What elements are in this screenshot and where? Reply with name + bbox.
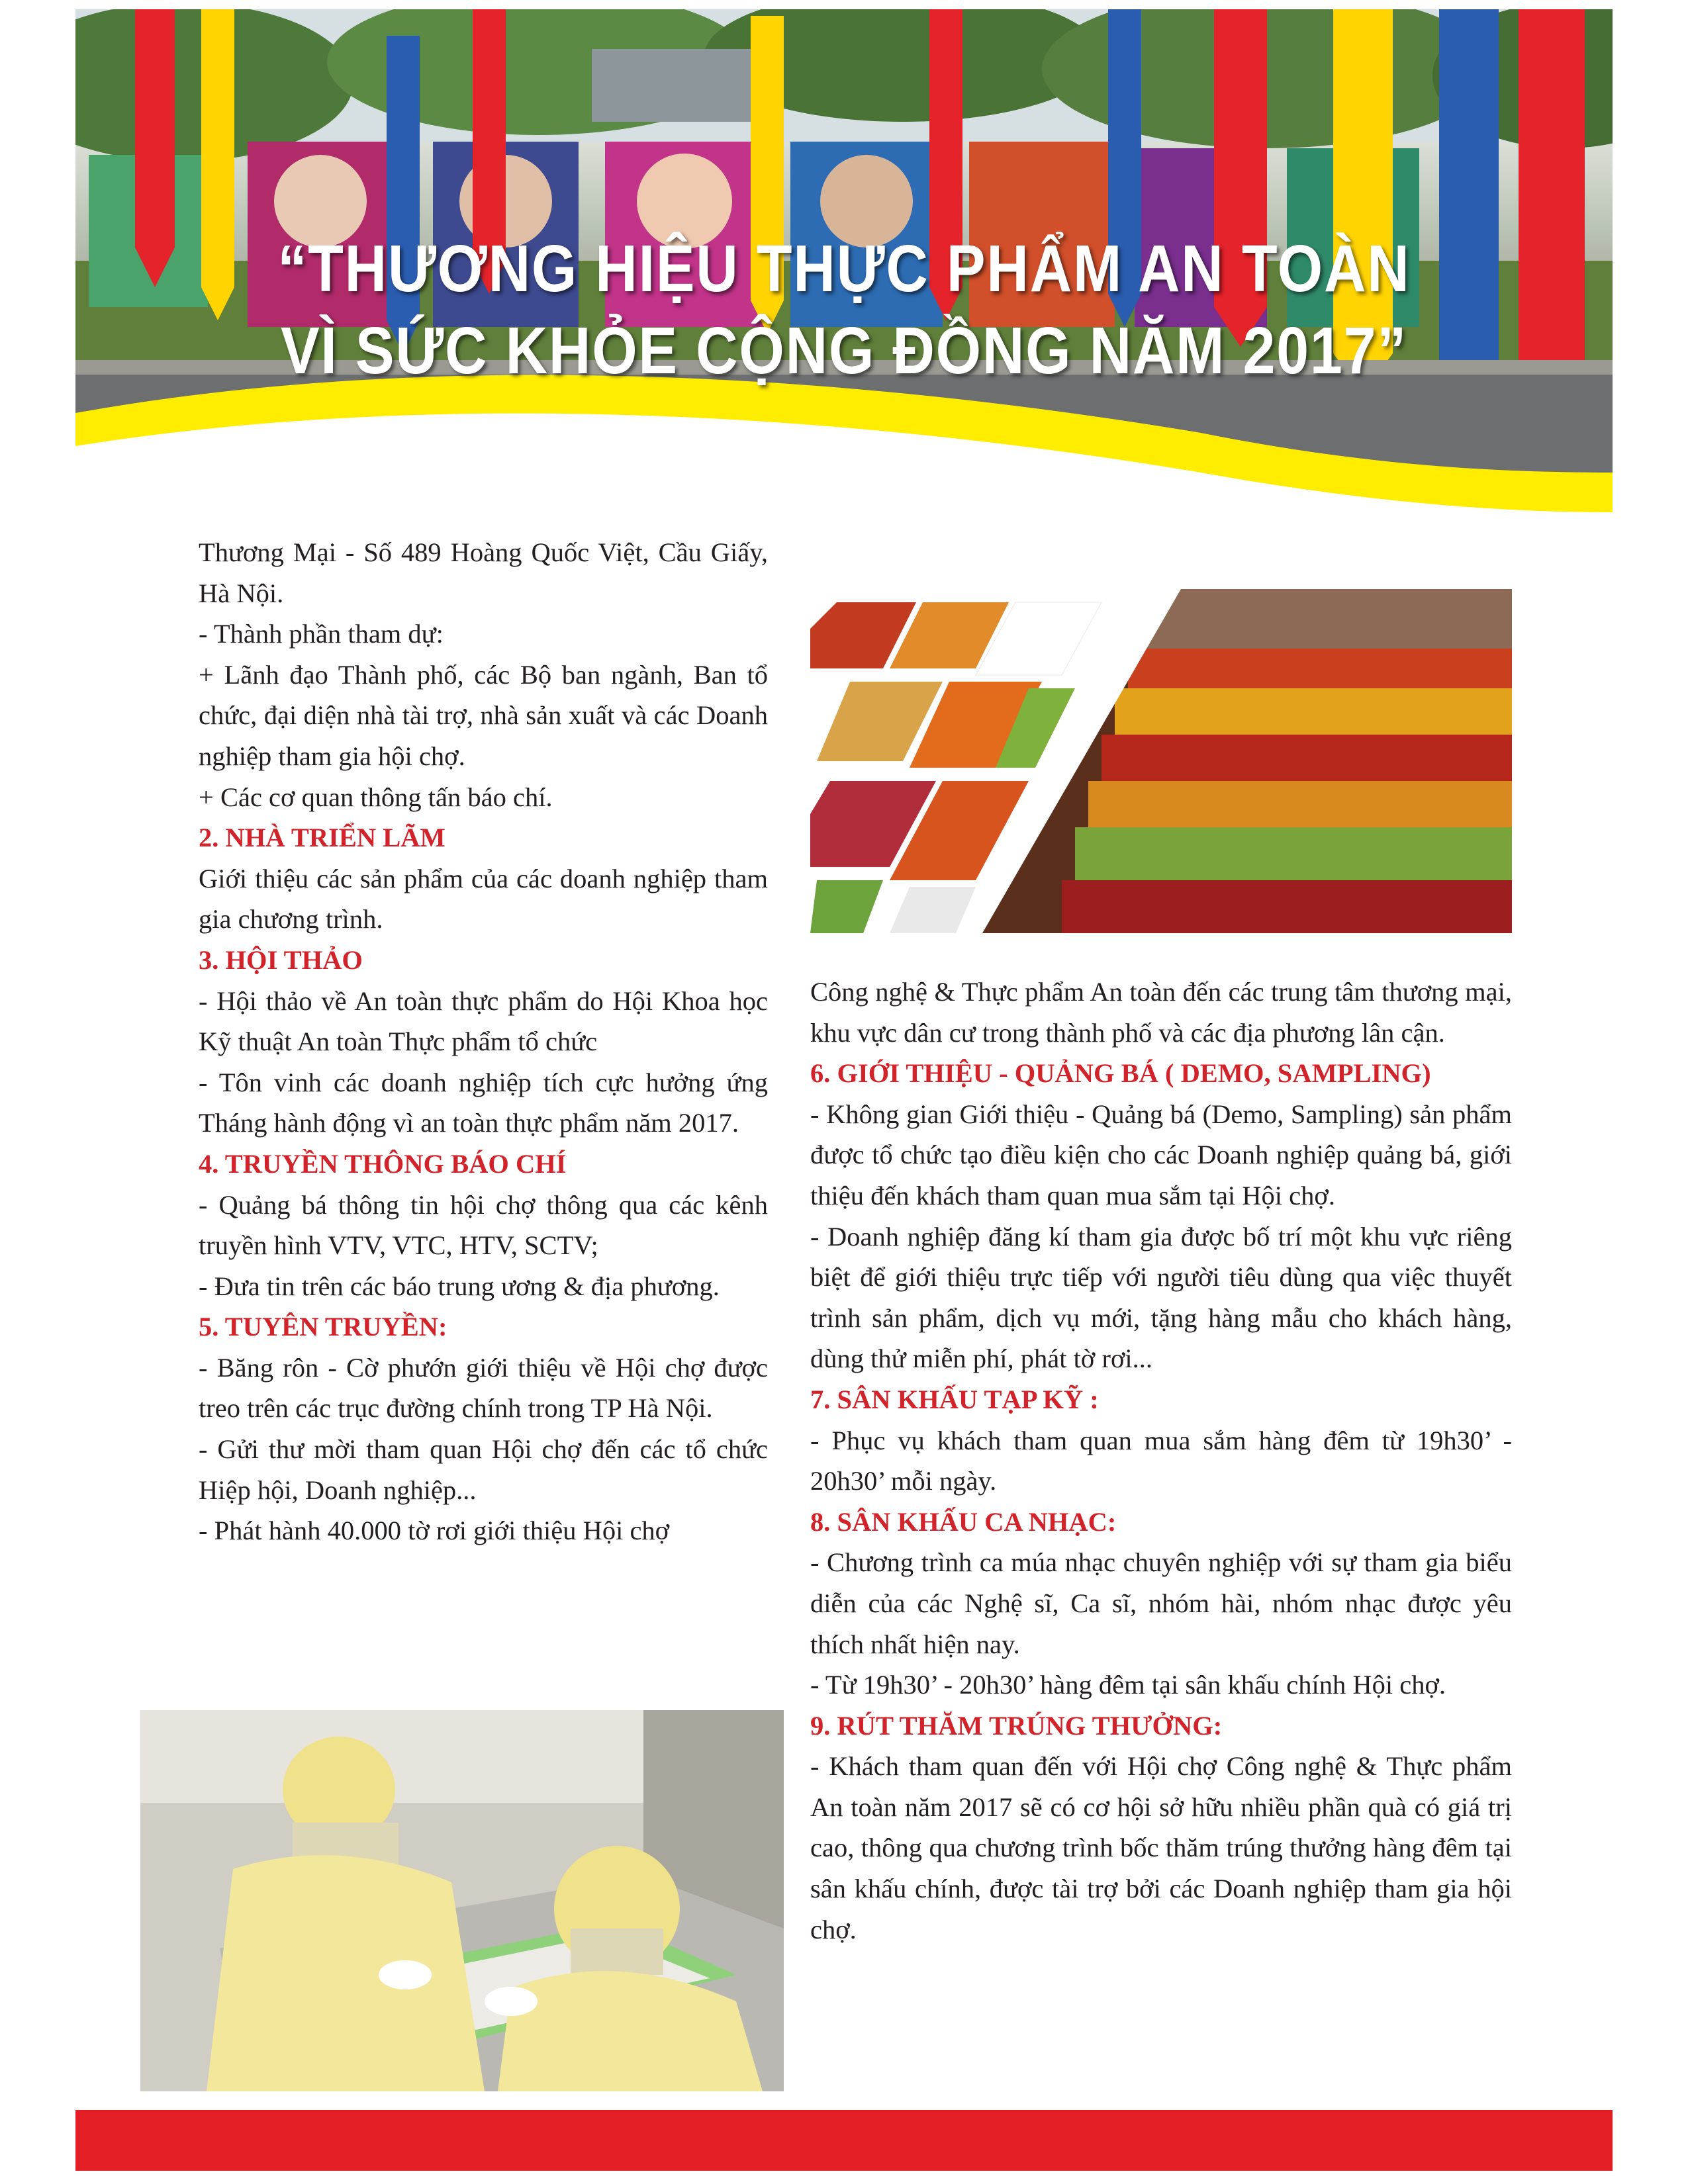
paragraph: - Hội thảo về An toàn thực phẩm do Hội Khoa học Kỹ thuật An toàn Thực phẩm tổ chức — [199, 985, 768, 1057]
section-heading-demo-sampling: 6. GIỚI THIỆU - QUẢNG BÁ ( DEMO, SAMPLING) — [810, 1058, 1431, 1089]
section-heading-music-stage: 8. SÂN KHẤU CA NHẠC: — [810, 1506, 1117, 1537]
footer-bar — [75, 2110, 1613, 2171]
paragraph: - Chương trình ca múa nhạc chuyên nghiệp với sự tham gia biểu diễn của các Nghệ sĩ, Ca sĩ, nhóm hài, nhóm nhạc được yêu thích nhất hiện nay. — [810, 1547, 1512, 1659]
section-heading-variety-stage: 7. SÂN KHẤU TẠP KỸ : — [810, 1384, 1099, 1414]
paragraph: - Băng rôn - Cờ phướn giới thiệu về Hội chợ được treo trên các trục đường chính trong TP Hà Nội. — [199, 1352, 768, 1424]
banner-title — [167, 228, 1520, 392]
banner-title-line-2: VÌ SỨC KHỎE CỘNG ĐỒNG NĂM 2017” — [280, 314, 1408, 388]
food-supermarket-photo — [810, 589, 1512, 933]
paragraph: - Từ 19h30’ - 20h30’ hàng đêm tại sân khấu chính Hội chợ. — [810, 1670, 1446, 1700]
paragraph: - Thành phần tham dự: — [199, 619, 444, 649]
section-heading-lucky-draw: 9. RÚT THĂM TRÚNG THƯỞNG: — [810, 1710, 1223, 1741]
paragraph: - Không gian Giới thiệu - Quảng bá (Demo, Sampling) sản phẩm được tổ chức tạo điều kiện cho các Doanh nghiệp quảng bá, giới thiệu đến khách tham quan mua sắm tại Hội chợ. — [810, 1099, 1512, 1210]
paragraph: - Gửi thư mời tham quan Hội chợ đến các tổ chức Hiệp hội, Doanh nghiệp... — [199, 1434, 768, 1505]
header-banner — [75, 9, 1613, 512]
banner-title-line-1: “THƯƠNG HIỆU THỰC PHẨM AN TOÀN — [277, 232, 1411, 306]
left-column — [199, 532, 768, 1551]
paragraph: - Khách tham quan đến với Hội chợ Công nghệ & Thực phẩm An toàn năm 2017 sẽ có cơ hội sở hữu nhiều phần quà có giá trị cao, thông qua chương trình bốc thăm trúng thưởng hàng đêm tại sân khấu chính, được tài trợ bởi các Doanh nghiệp tham gia hội chợ. — [810, 1751, 1512, 1944]
factory-workers-photo — [140, 1710, 784, 2091]
section-heading-media: 4. TRUYỀN THÔNG BÁO CHÍ — [199, 1148, 567, 1179]
paragraph: - Doanh nghiệp đăng kí tham gia được bố trí một khu vực riêng biệt để giới thiệu trực tiếp với người tiêu dùng qua việc thuyết trình sản phẩm, dịch vụ mới, tặng hàng mẫu cho khách hàng, dùng thử miễn phí, phát tờ rơi... — [810, 1221, 1512, 1374]
paragraph: Giới thiệu các sản phẩm của các doanh nghiệp tham gia chương trình. — [199, 863, 768, 934]
section-heading-exhibition: 2. NHÀ TRIỂN LÃM — [199, 823, 445, 853]
paragraph: - Phục vụ khách tham quan mua sắm hàng đêm từ 19h30’ - 20h30’ mỗi ngày. — [810, 1425, 1512, 1496]
paragraph: + Các cơ quan thông tấn báo chí. — [199, 782, 553, 812]
paragraph: + Lãnh đạo Thành phố, các Bộ ban ngành, Ban tổ chức, đại diện nhà tài trợ, nhà sản xuất và các Doanh nghiệp tham gia hội chợ. — [199, 659, 768, 771]
paragraph: Công nghệ & Thực phẩm An toàn đến các trung tâm thương mại, khu vực dân cư trong thành phố và các địa phương lân cận. — [810, 977, 1512, 1048]
section-heading-promotion: 5. TUYÊN TRUYỀN: — [199, 1312, 447, 1342]
paragraph: - Phát hành 40.000 tờ rơi giới thiệu Hội chợ — [199, 1516, 670, 1546]
right-column — [810, 972, 1512, 1950]
paragraph: - Tôn vinh các doanh nghiệp tích cực hưởng ứng Tháng hành động vì an toàn thực phẩm năm 2017. — [199, 1067, 768, 1138]
paragraph: - Đưa tin trên các báo trung ương & địa phương. — [199, 1271, 720, 1301]
paragraph: Thương Mại - Số 489 Hoàng Quốc Việt, Cầu Giấy, Hà Nội. — [199, 537, 768, 608]
section-heading-workshop: 3. HỘI THẢO — [199, 944, 363, 975]
paragraph: - Quảng bá thông tin hội chợ thông qua các kênh truyền hình VTV, VTC, HTV, SCTV; — [199, 1189, 768, 1261]
